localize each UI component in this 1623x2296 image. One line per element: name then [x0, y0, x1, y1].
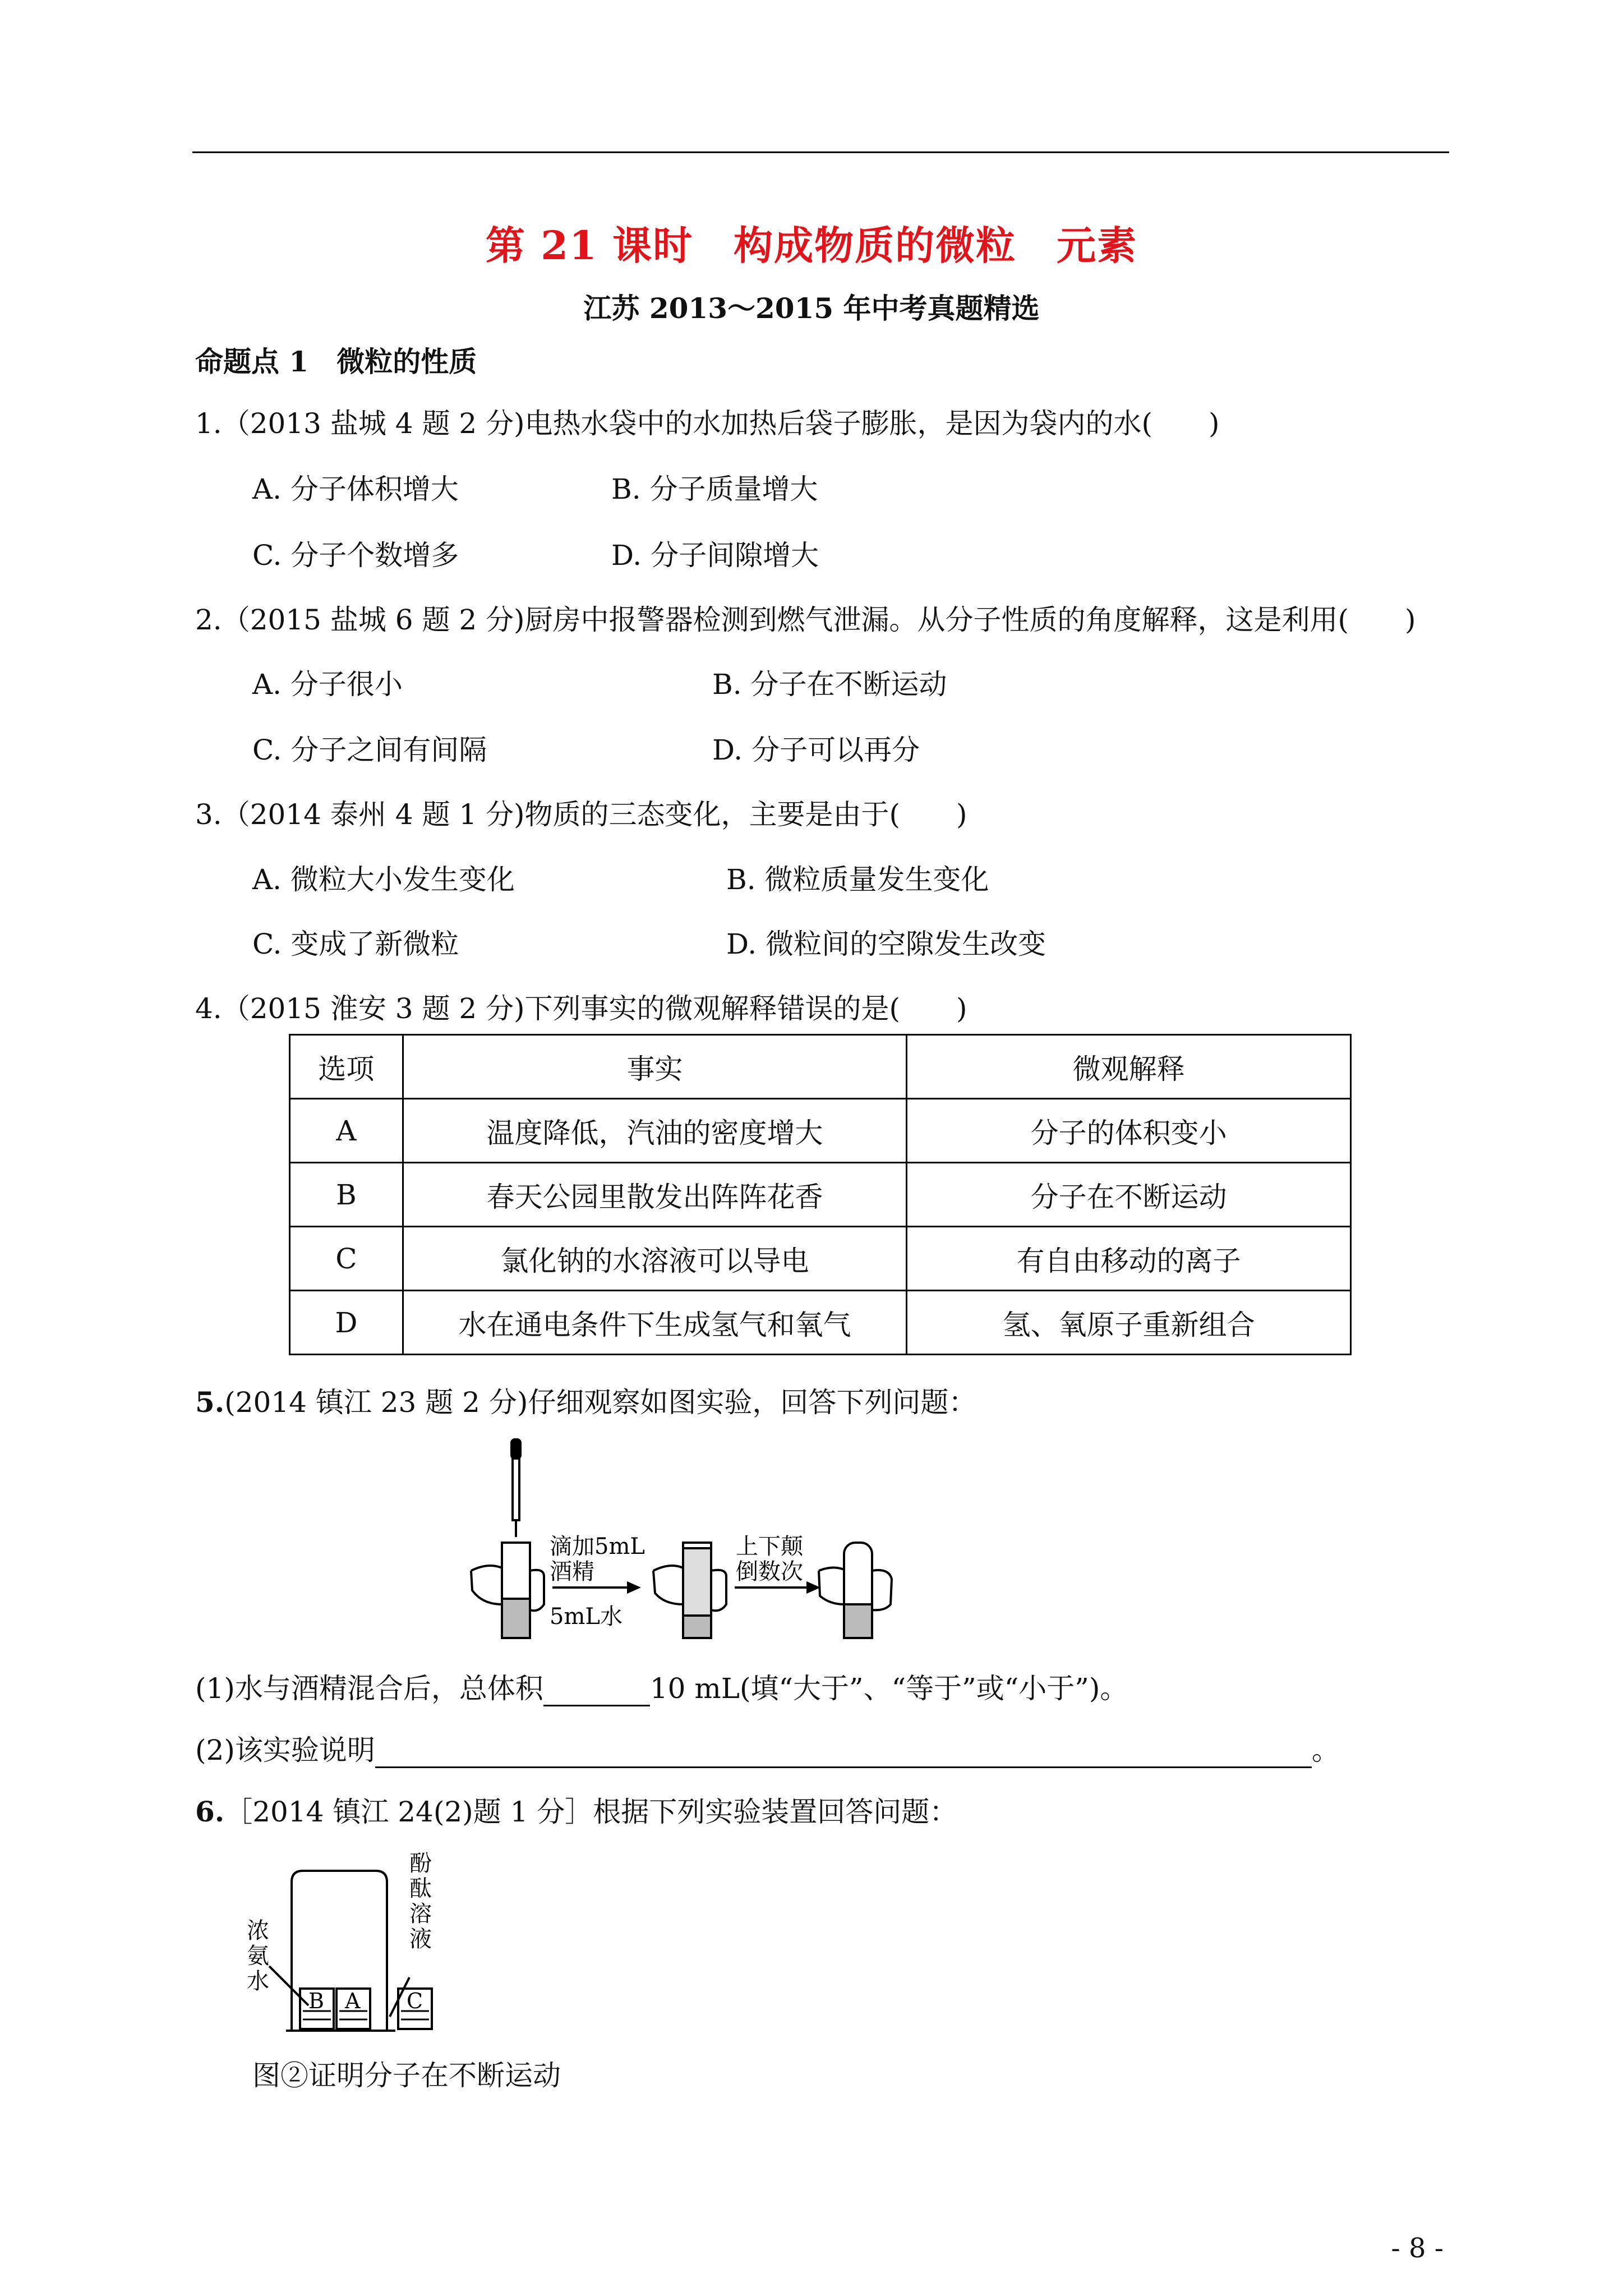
q5-part2: [195, 1728, 1340, 1768]
q5-number: 5.: [195, 1386, 225, 1419]
table-cell: 春天公园里散发出阵阵花香: [403, 1163, 907, 1227]
q6-stem-line: [195, 1789, 957, 1830]
q2-option-d: D. 分子可以再分: [712, 734, 920, 766]
table-header-cell: 选项: [290, 1035, 403, 1099]
table-cell: C: [290, 1227, 403, 1291]
table-header-cell: 事实: [403, 1035, 907, 1099]
below-arrow-label: 5mL水: [550, 1604, 623, 1630]
beaker-a-label: A: [345, 1989, 361, 2013]
section-heading: 命题点 1 微粒的性质: [195, 345, 477, 378]
left-label-3: 水: [247, 1968, 269, 1994]
q2-stem: 2.（2015 盐城 6 题 2 分)厨房中报警器检测到燃气泄漏。从分子性质的角度解释，这是利用( ): [195, 604, 1416, 636]
page-subtitle: 江苏 2013～2015 年中考真题精选: [583, 292, 1040, 325]
top-label-1: 酚: [409, 1851, 432, 1876]
q5-part1-text-a: (1)水与酒精混合后，总体积: [195, 1672, 543, 1705]
table-cell: 分子的体积变小: [907, 1099, 1351, 1163]
q6-number: 6.: [195, 1795, 225, 1828]
q1-option-c: C. 分子个数增多: [252, 539, 459, 572]
q5-figure: [460, 1436, 897, 1644]
left-label-1: 浓: [247, 1918, 269, 1944]
table-cell: 温度降低，汽油的密度增大: [403, 1099, 907, 1163]
table-cell: 分子在不断运动: [907, 1163, 1351, 1227]
q2-option-a: A. 分子很小: [252, 668, 403, 701]
table-row: [290, 1163, 1351, 1227]
step1-line1: 滴加5mL: [550, 1534, 645, 1559]
q5-answer-blank-1[interactable]: [543, 1679, 650, 1706]
table-cell: 氢、氧原子重新组合: [907, 1291, 1351, 1355]
beaker-c-label: C: [407, 1989, 423, 2013]
q4-stem: 4.（2015 淮安 3 题 2 分)下列事实的微观解释错误的是( ): [195, 992, 967, 1025]
q1-option-a: A. 分子体积增大: [252, 473, 459, 505]
q3-option-a: A. 微粒大小发生变化: [252, 863, 515, 896]
header-rule: [192, 151, 1449, 153]
q1-stem: 1.（2013 盐城 4 题 2 分)电热水袋中的水加热后袋子膨胀，是因为袋内的水( ): [195, 407, 1220, 440]
top-label-4: 液: [409, 1926, 432, 1952]
q1-option-b: B. 分子质量增大: [611, 473, 818, 505]
table-cell: A: [290, 1099, 403, 1163]
table-header-cell: 微观解释: [907, 1035, 1351, 1099]
q5-part2-text-a: (2)该实验说明: [195, 1734, 375, 1766]
beaker-b-label: B: [308, 1989, 324, 2013]
q6-figure: [247, 1848, 460, 2033]
q5-stem: (2014 镇江 23 题 2 分)仔细观察如图实验，回答下列问题：: [224, 1386, 977, 1419]
table-cell: D: [290, 1291, 403, 1355]
left-label-2: 氨: [247, 1943, 269, 1969]
q5-part2-text-b: 。: [1311, 1734, 1340, 1766]
top-label-3: 溶: [409, 1901, 432, 1927]
q3-option-c: C. 变成了新微粒: [252, 928, 459, 960]
table-cell: 氯化钠的水溶液可以导电: [403, 1227, 907, 1291]
q5-answer-blank-2[interactable]: [375, 1741, 1312, 1768]
q5-part1-text-b: 10 mL(填“大于”、“等于”或“小于”)。: [649, 1672, 1128, 1705]
step2-line2: 倒数次: [736, 1559, 803, 1585]
q2-option-c: C. 分子之间有间隔: [252, 734, 487, 766]
q5-part1: [195, 1666, 1128, 1706]
table-header-row: [290, 1035, 1351, 1099]
q2-option-b: B. 分子在不断运动: [712, 668, 947, 701]
page-number: - 8 -: [1391, 2233, 1444, 2264]
q6-caption: 图②证明分子在不断运动: [252, 2059, 561, 2092]
step1-line2: 酒精: [550, 1559, 594, 1585]
page-title: 第 21 课时 构成物质的微粒 元素: [485, 222, 1138, 269]
top-label-2: 酞: [409, 1876, 432, 1902]
table-cell: 水在通电条件下生成氢气和氧气: [403, 1291, 907, 1355]
table-cell: 有自由移动的离子: [907, 1227, 1351, 1291]
q3-option-d: D. 微粒间的空隙发生改变: [726, 928, 1046, 960]
table-cell: B: [290, 1163, 403, 1227]
q3-stem: 3.（2014 泰州 4 题 1 分)物质的三态变化，主要是由于( ): [195, 798, 967, 831]
step2-line1: 上下颠: [736, 1534, 803, 1559]
q4-table: [289, 1034, 1352, 1355]
q6-stem: ［2014 镇江 24(2)题 1 分］根据下列实验装置回答问题：: [224, 1796, 958, 1828]
q1-option-d: D. 分子间隙增大: [611, 539, 819, 572]
q3-option-b: B. 微粒质量发生变化: [726, 863, 989, 896]
table-row: [290, 1291, 1351, 1355]
table-row: [290, 1227, 1351, 1291]
table-row: [290, 1099, 1351, 1163]
q5-stem-line: [195, 1380, 976, 1420]
